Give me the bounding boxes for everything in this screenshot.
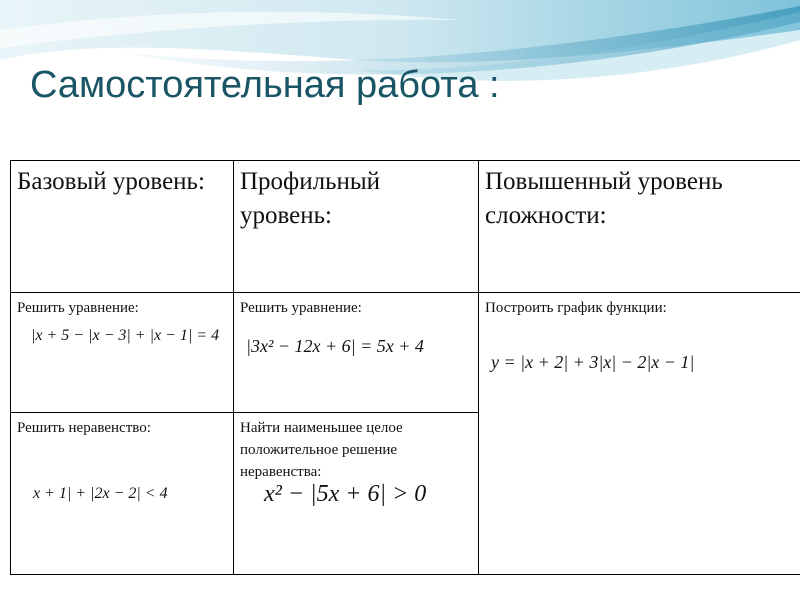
task-label: Решить неравенство:	[17, 420, 151, 436]
task-label: Решить уравнение:	[17, 300, 139, 316]
header-basic-level: Базовый уровень:	[11, 161, 234, 293]
tasks-table	[10, 160, 800, 575]
header-profile-level: Профильный уровень:	[234, 161, 479, 293]
header-advanced-level: Повышенный уровень сложности:	[479, 161, 800, 293]
task-cell-profile-equation	[234, 293, 479, 413]
task-label: Найти наименьшее целое положительное решение неравенства:	[240, 420, 403, 480]
task-cell-basic-inequality	[11, 413, 234, 575]
task-cell-profile-inequality	[234, 413, 479, 575]
table-row	[11, 293, 800, 413]
task-formula: |x + 5 − |x − 3| + |x − 1| = 4	[31, 327, 220, 344]
task-formula: |3x² − 12x + 6| = 5x + 4	[246, 336, 424, 356]
slide-title: Самостоятельная работа :	[30, 64, 500, 106]
task-label: Построить график функции:	[485, 300, 667, 316]
task-formula: y = |x + 2| + 3|x| − 2|x − 1|	[491, 352, 695, 372]
task-cell-basic-equation	[11, 293, 234, 413]
table-header-row	[11, 161, 800, 293]
task-cell-advanced-graph	[479, 293, 800, 575]
task-formula: x² − |5x + 6| > 0	[264, 481, 427, 507]
task-label: Решить уравнение:	[240, 300, 362, 316]
task-formula: x + 1| + |2x − 2| < 4	[33, 485, 168, 502]
